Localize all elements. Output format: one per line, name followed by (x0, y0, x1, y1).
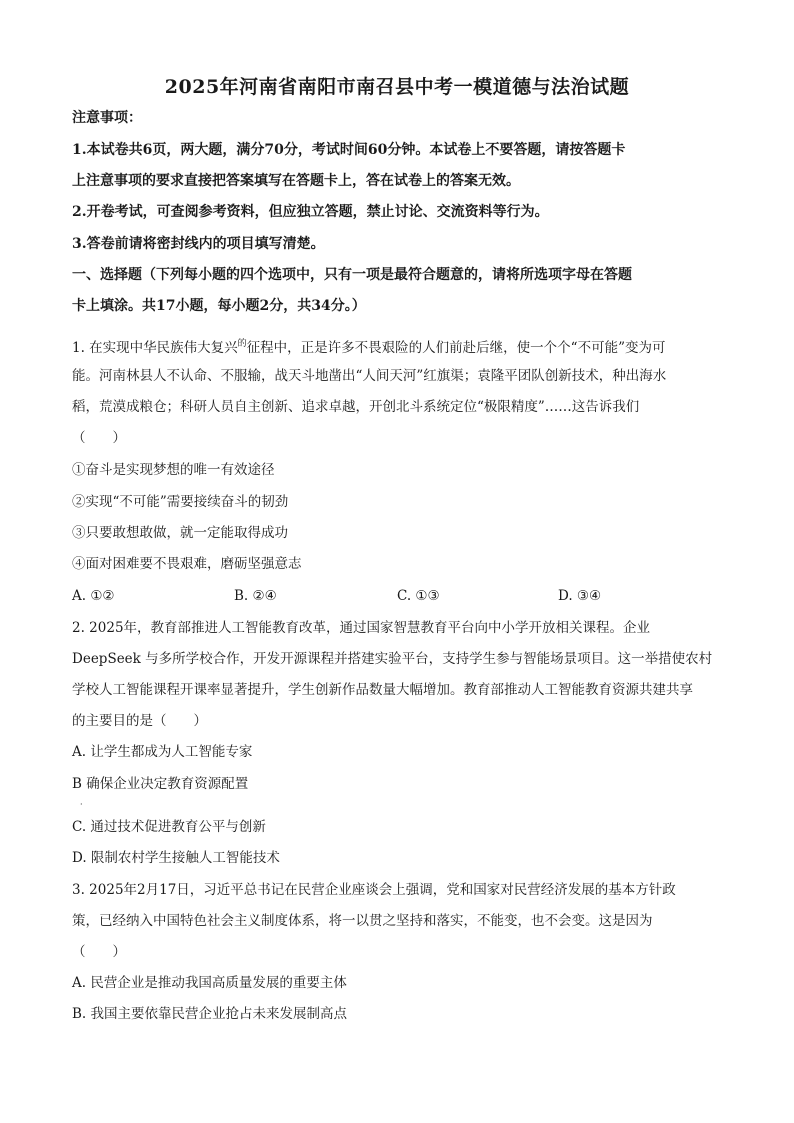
q1-stem-line-3: 稻，荒漠成粮仓；科研人员自主创新、追求卓越，开创北斗系统定位“极限精度”……这告诉我们 (72, 399, 640, 415)
section-heading-line-1: 一、选择题（下列每小题的四个选项中，只有一项是最符合题意的，请将所选项字母在答题 (72, 267, 632, 283)
q3-stem-line-1: 3. 2025年2月17日，习近平总书记在民营企业座谈会上强调，党和国家对民营经济发展的基本方针政 (72, 882, 676, 898)
section-heading-line-2: 卡上填涂。共17小题，每小题2分，共34分。） (72, 298, 366, 314)
q1-statement-4: ④面对困难要不畏艰难，磨砺坚强意志 (72, 556, 302, 572)
q1-option-b[interactable]: B. ②④ (234, 588, 277, 604)
q2-option-c[interactable]: C. 通过技术促进教育公平与创新 (72, 819, 266, 835)
notice-item-1-line-1: 1.本试卷共6页，两大题，满分70分，考试时间60分钟。本试卷上不要答题，请按答题卡 (72, 142, 626, 158)
page-title: 2025年河南省南阳市南召县中考一模道德与法治试题 (164, 76, 630, 98)
q3-stem-line-2: 策，已经纳入中国特色社会主义制度体系，将一以贯之坚持和落实，不能变，也不会变。这是因为 (72, 913, 653, 929)
q1-option-d[interactable]: D. ③④ (558, 588, 602, 604)
q3-answer-bracket: （ ） (72, 944, 126, 960)
notice-item-1-line-2: 上注意事项的要求直接把答案填写在答题卡上，答在试卷上的答案无效。 (72, 173, 520, 189)
q1-stem-line-2: 能。河南林县人不认命、不服输，战天斗地凿出“人间天河”红旗渠；袁隆平团队创新技术，种出海水 (72, 368, 667, 384)
q1-stem-part-b: 征程中，正是许多不畏艰险的人们前赴后继，使一个个“不可能”变为可 (246, 340, 666, 356)
q1-stem-line-1 (72, 334, 732, 358)
q1-answer-bracket: （ ） (72, 430, 126, 446)
q1-stem-part-a: 1. 在实现中华民族伟大复兴 (72, 340, 238, 356)
q1-statement-2: ②实现“不可能”需要接续奋斗的韧劲 (72, 494, 289, 510)
q2-stem-line-4: 的主要目的是（ ） (72, 713, 207, 729)
stray-dot: · (80, 800, 83, 809)
q3-option-a[interactable]: A. 民营企业是推动我国高质量发展的重要主体 (72, 975, 347, 991)
q2-stem-line-1: 2. 2025年，教育部推进人工智能教育改革，通过国家智慧教育平台向中小学开放相关课程。企业 (72, 620, 651, 636)
notice-item-2: 2.开卷考试，可查阅参考资料，但应独立答题，禁止讨论、交流资料等行为。 (72, 204, 549, 220)
q1-statement-1: ①奋斗是实现梦想的唯一有效途径 (72, 462, 275, 478)
q1-option-c[interactable]: C. ①③ (397, 588, 440, 604)
q2-stem-line-3: 学校人工智能课程开课率显著提升，学生创新作品数量大幅增加。教育部推动人工智能教育资源共建共享 (72, 682, 693, 698)
q2-option-b[interactable]: B 确保企业决定教育资源配置 (72, 776, 249, 792)
q2-stem-line-2: DeepSeek 与多所学校合作，开发开源课程并搭建实验平台，支持学生参与智能场景项目。这一举措使农村 (72, 651, 713, 667)
q3-option-b[interactable]: B. 我国主要依靠民营企业抢占未来发展制高点 (72, 1006, 348, 1022)
q1-superscript: 的 (237, 339, 247, 349)
q1-option-a[interactable]: A. ①② (72, 588, 115, 604)
q2-option-a[interactable]: A. 让学生都成为人工智能专家 (72, 744, 253, 760)
notice-heading: 注意事项： (72, 110, 142, 126)
notice-item-3: 3.答卷前请将密封线内的项目填写清楚。 (72, 236, 325, 252)
q2-option-d[interactable]: D. 限制农村学生接触人工智能技术 (72, 850, 280, 866)
q1-statement-3: ③只要敢想敢做，就一定能取得成功 (72, 525, 288, 541)
